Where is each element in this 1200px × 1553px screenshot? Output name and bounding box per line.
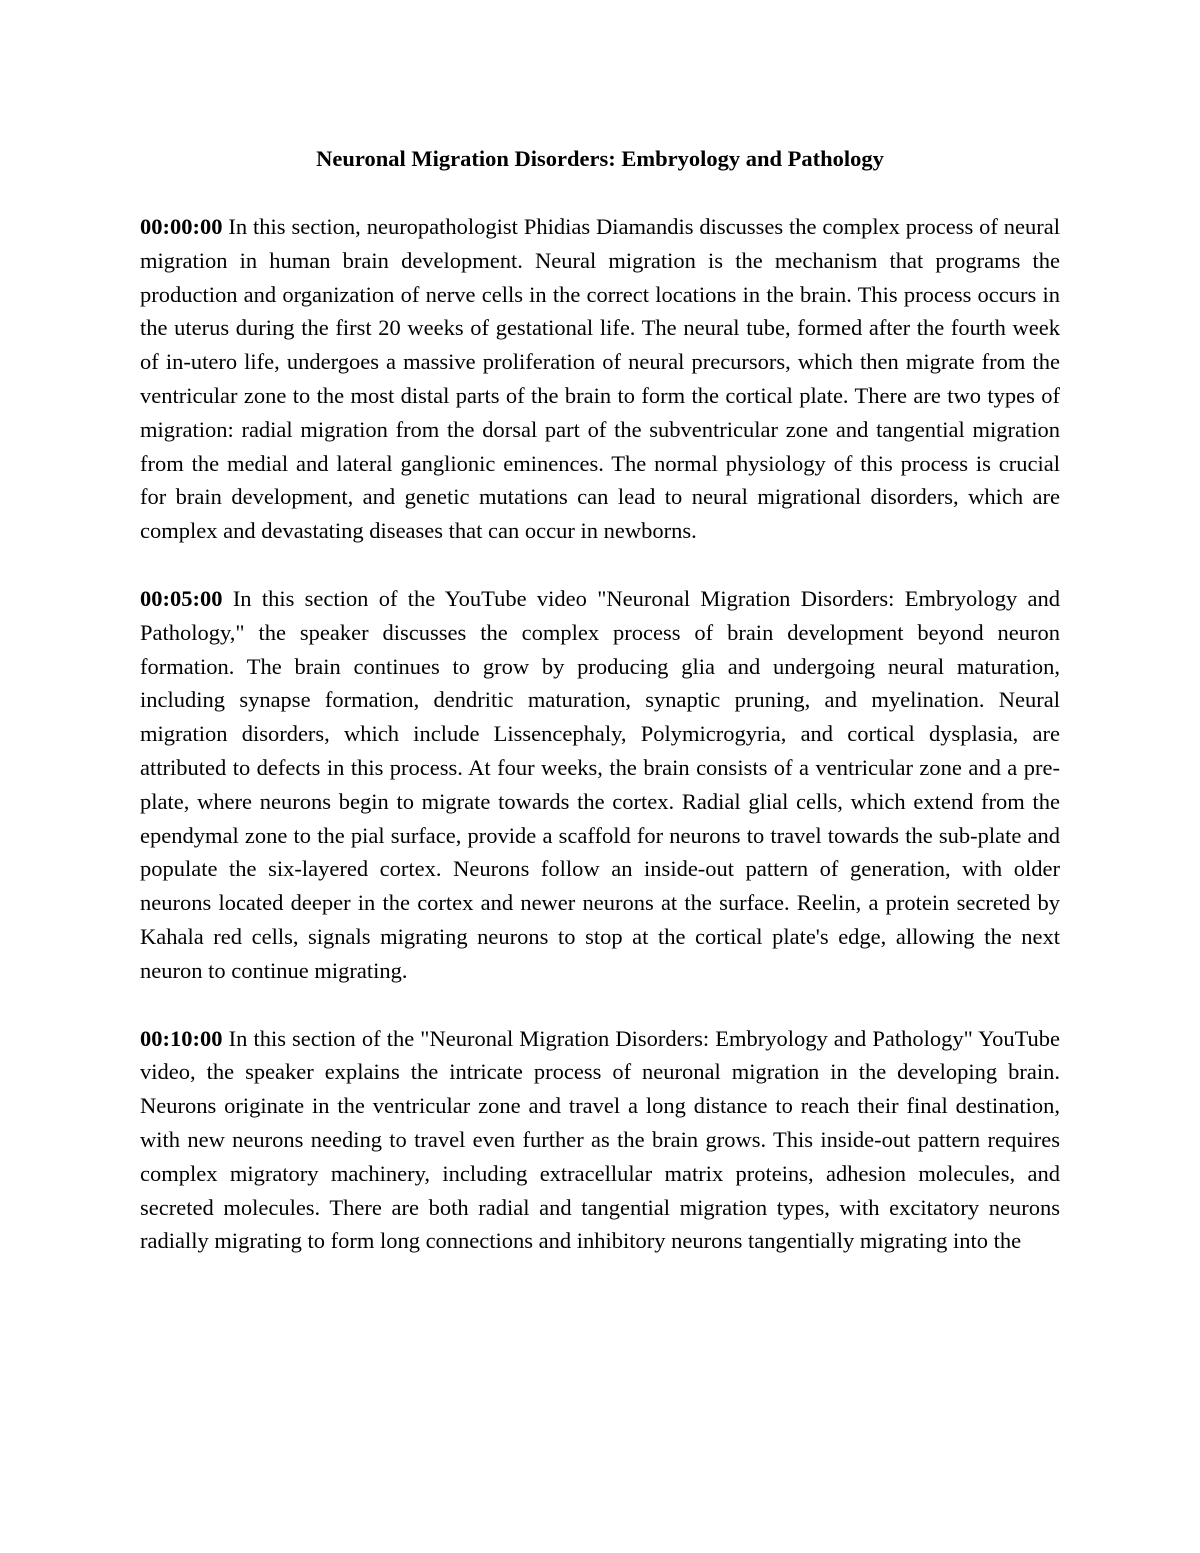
document-title: Neuronal Migration Disorders: Embryology and Pathology [316,146,884,171]
section-timestamp: 00:10:00 [140,1025,223,1051]
document-body [140,210,1060,1292]
section-timestamp: 00:00:00 [140,214,223,239]
section-text: In this section of the YouTube video "Neuronal Migration Disorders: Embryology and Pathology," the speaker discusses the complex process of brain development beyond neuron formation. The brain continues to grow by producing glia and undergoing neural maturation, including synapse formation, dendritic maturation, synaptic pruning, and myelination. Neural migration disorders, which include Lissencephaly, Polymicrogyria, and cortical dysplasia, are attributed to defects in this process. At four weeks, the brain consists of a ventricular zone and a pre-plate, where neurons begin to migrate towards the cortex. Radial glial cells, which extend from the ependymal zone to the pial surface, provide a scaffold for neurons to travel towards the sub-plate and populate the six-layered cortex. Neurons follow an inside-out pattern of generation, with older neurons located deeper in the cortex and newer neurons at the surface. Reelin, a protein secreted by Kahala red cells, signals migrating neurons to stop at the cortical plate's edge, allowing the next neuron to continue migrating. [140,585,1061,983]
section-00-05-00 [140,582,1060,988]
section-text: In this section of the "Neuronal Migration Disorders: Embryology and Pathology" YouTube video, the speaker explains the intricate process of neuronal migration in the developing brain. Neurons originate in the ventricular zone and travel a long distance to reach their final destination, with new neurons needing to travel even further as the brain grows. This inside-out pattern requires complex migratory machinery, including extracellular matrix proteins, adhesion molecules, and secreted molecules. There are both radial and tangential migration types, with excitatory neurons radially migrating to form long connections and inhibitory neurons tangentially migrating into the [140,1025,1061,1254]
section-00-00-00 [140,210,1060,548]
section-00-10-00 [140,1022,1060,1259]
section-text: In this section, neuropathologist Phidias Diamandis discusses the complex process of neural migration in human brain development. Neural migration is the mechanism that programs the production and organization of nerve cells in the correct locations in the brain. This process occurs in the uterus during the first 20 weeks of gestational life. The neural tube, formed after the fourth week of in-utero life, undergoes a massive proliferation of neural precursors, which then migrate from the ventricular zone to the most distal parts of the brain to form the cortical plate. There are two types of migration: radial migration from the dorsal part of the subventricular zone and tangential migration from the medial and lateral ganglionic eminences. The normal physiology of this process is crucial for brain development, and genetic mutations can lead to neural migrational disorders, which are complex and devastating diseases that can occur in newborns. [140,214,1060,544]
section-timestamp: 00:05:00 [140,585,223,611]
